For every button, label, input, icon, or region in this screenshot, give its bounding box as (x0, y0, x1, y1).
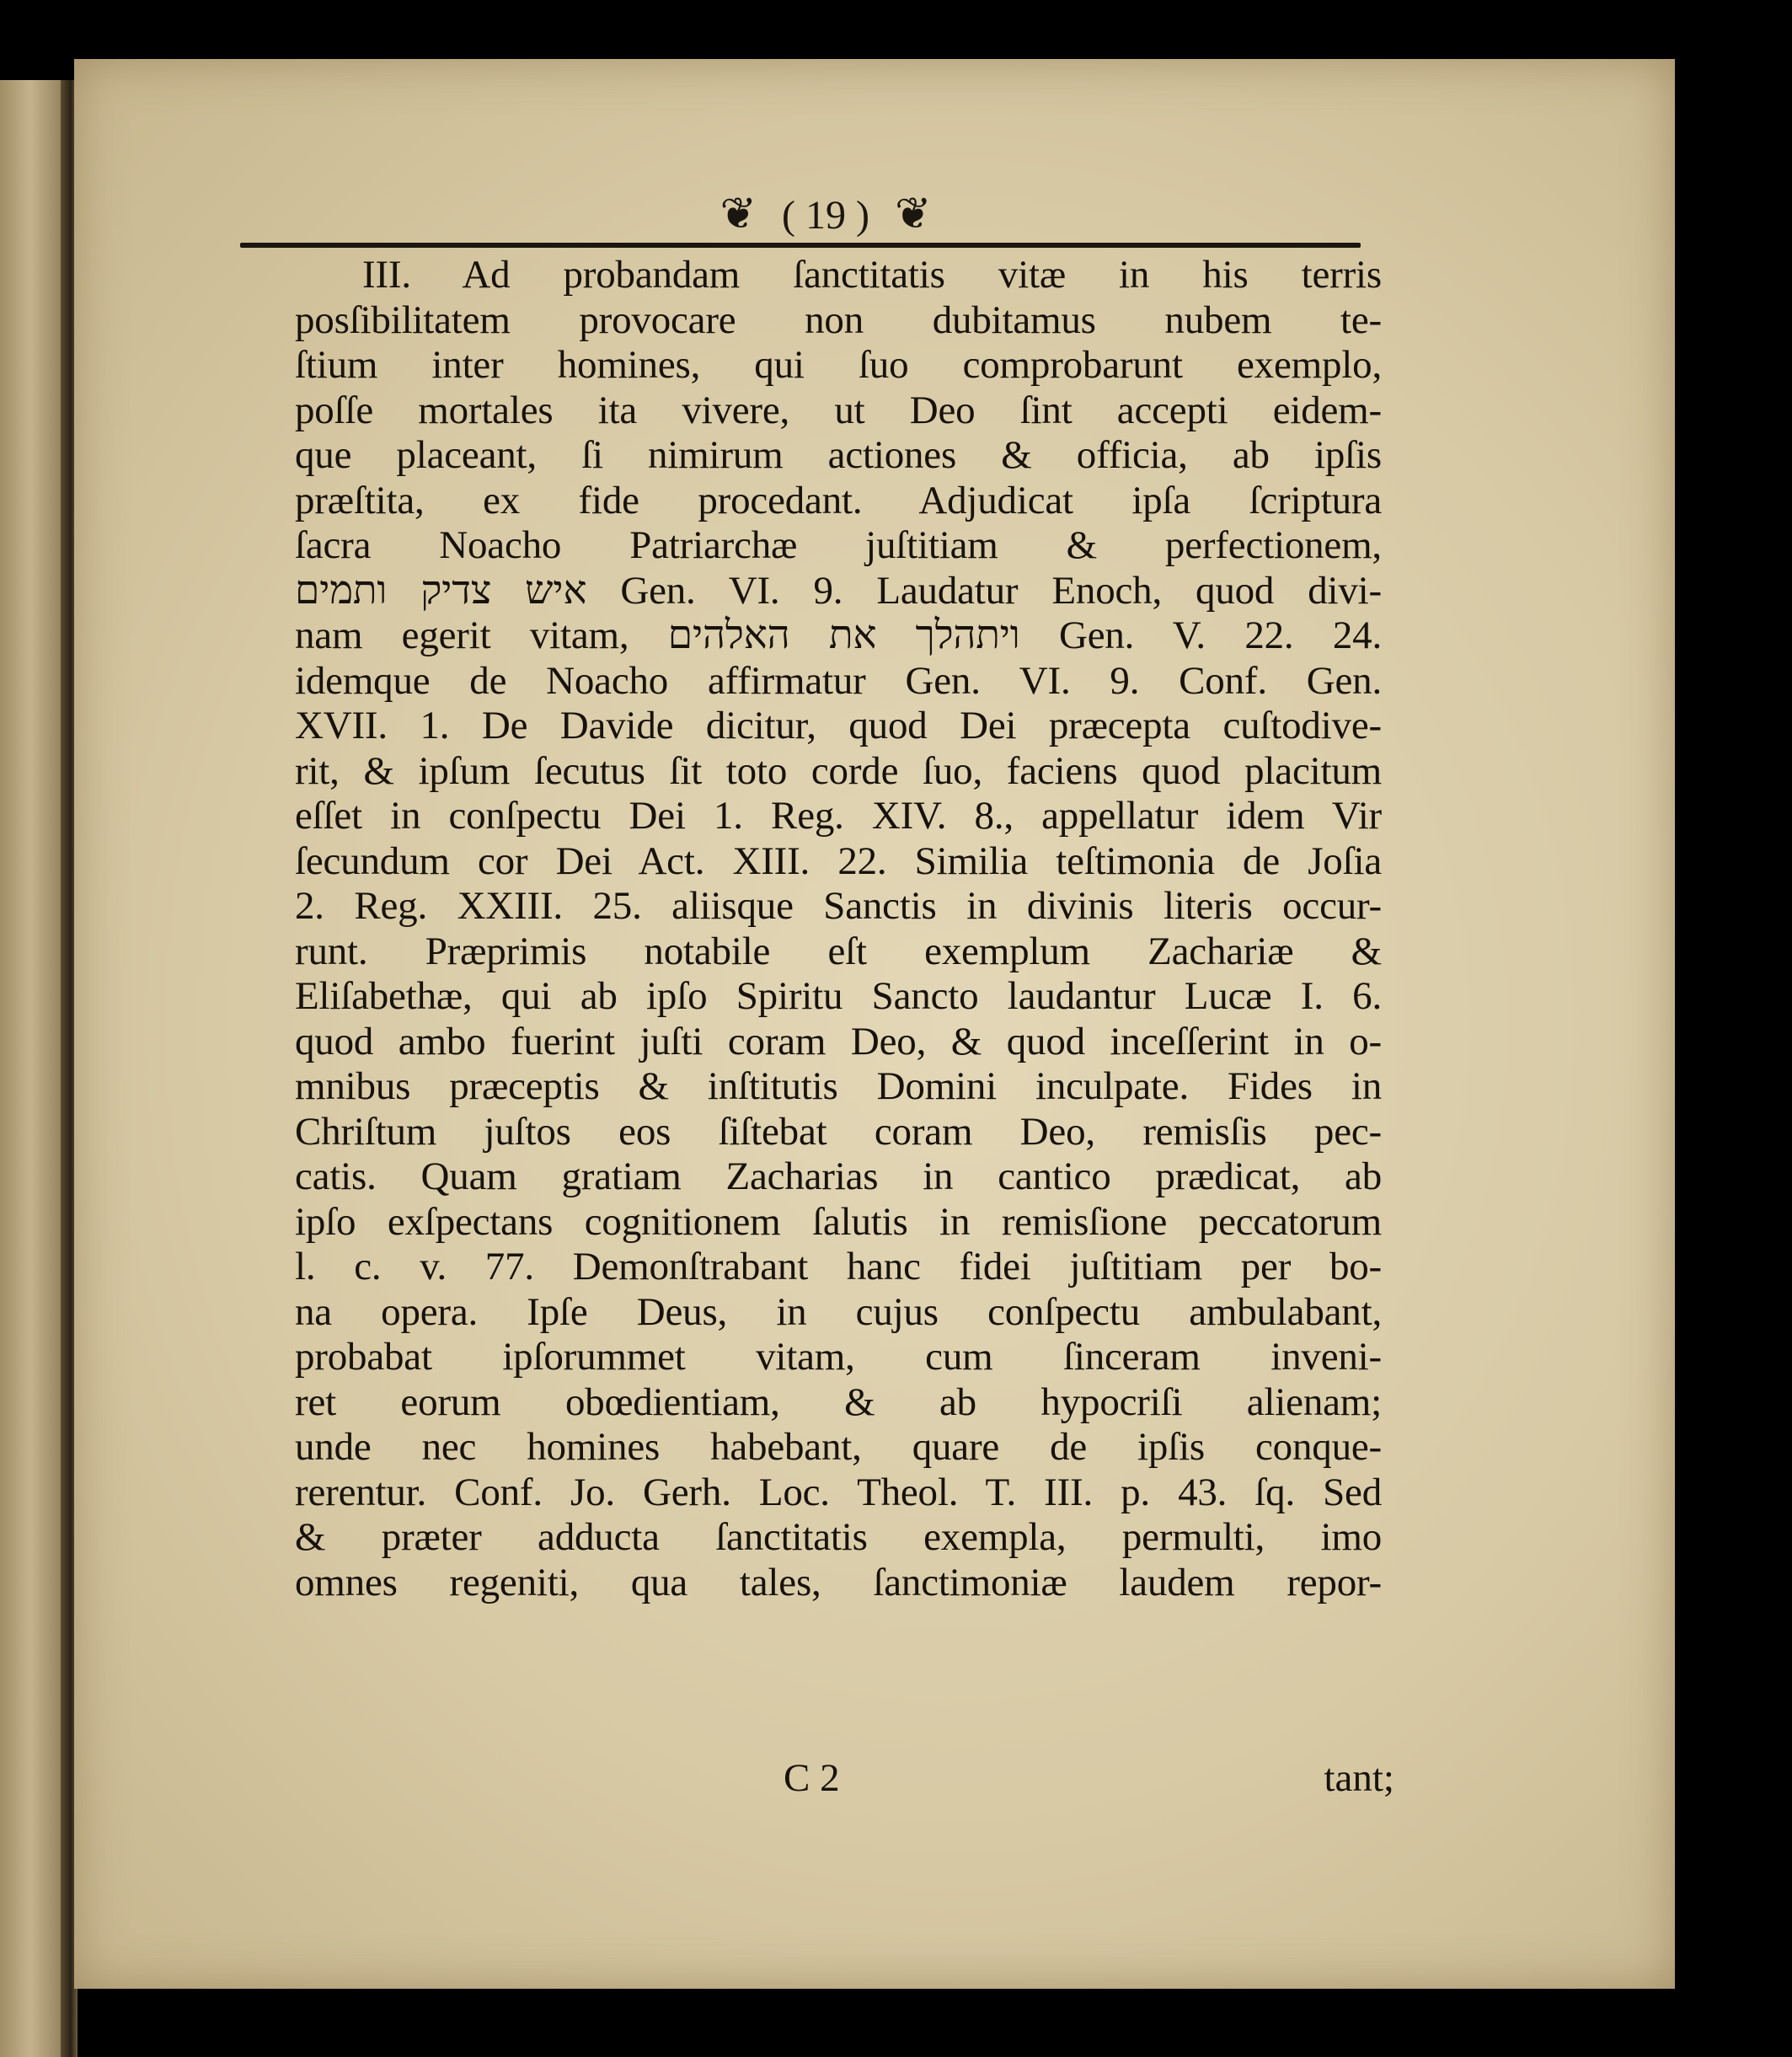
signature-mark: C 2 (784, 1756, 840, 1800)
text-line: poſſe mortales ita vivere, ut Deo ſint accepti eidem- (295, 388, 1382, 432)
text-line: 2. Reg. XXIII. 25. aliisque Sanctis in divinis literis occur- (295, 884, 1382, 928)
text-line: catis. Quam gratiam Zacharias in cantico prædicat, ab (295, 1154, 1382, 1198)
text-line: eſſet in conſpectu Dei 1. Reg. XIV. 8., appellatur idem Vir (295, 794, 1382, 838)
text-line: idemque de Noacho affirmatur Gen. VI. 9. Conf. Gen. (295, 658, 1382, 703)
text-line: præſtita, ex fide procedant. Adjudicat ipſa ſcriptura (295, 478, 1382, 522)
text-line: l. c. v. 77. Demonſtrabant hanc fidei juſtitiam per bo- (295, 1245, 1382, 1288)
text-line: XVII. 1. De Davide dicitur, quod Dei præcepta cuſtodive- (295, 704, 1382, 747)
text-line: probabat ipſorummet vitam, cum ſinceram inveni- (295, 1335, 1382, 1379)
text-line: ſecundum cor Dei Act. XIII. 22. Similia teſtimonia de Joſia (295, 838, 1382, 883)
header-rule (240, 243, 1361, 248)
page-footer (784, 1755, 1394, 1802)
text-line: ſtium inter homines, qui ſuo comprobarunt exemplo, (295, 343, 1382, 387)
text-line: Eliſabethæ, qui ab ipſo Spiritu Sancto laudantur Lucæ I. 6. (295, 974, 1382, 1018)
text-line: posſibilitatem provocare non dubitamus nubem te- (295, 297, 1382, 342)
text-line: nam egerit vitam, ויתהלך את האלהים Gen. V. 22. 24. (295, 613, 1382, 657)
text-line: runt. Præprimis notabile eſt exemplum Zachariæ & (295, 929, 1382, 973)
text-line: III. Ad probandam ſanctitatis vitæ in his terris (362, 253, 1382, 297)
page-number: ( 19 ) (782, 192, 869, 238)
text-line: na opera. Ipſe Deus, in cujus conſpectu ambulabant, (295, 1289, 1382, 1334)
text-line: ſacra Noacho Patriarchæ juſtitiam & perfectionem, (295, 523, 1382, 567)
text-line: & præter adducta ſanctitatis exempla, permulti, imo (295, 1515, 1382, 1559)
body-text (295, 253, 1382, 1605)
right-ornament-icon: ❦ (894, 190, 932, 238)
text-line: rerentur. Conf. Jo. Gerh. Loc. Theol. T. III. p. 43. ſq. Sed (295, 1470, 1382, 1514)
text-line: que placeant, ſi nimirum actiones & officia, ab ipſis (295, 433, 1382, 477)
text-line: mnibus præceptis & inſtitutis Domini inculpate. Fides in (295, 1064, 1382, 1108)
text-line: omnes regeniti, qua tales, ſanctimoniæ laudem repor- (295, 1560, 1382, 1604)
facing-page-edge (0, 80, 67, 2057)
left-ornament-icon: ❦ (719, 190, 757, 238)
catchword: tant; (1324, 1756, 1394, 1800)
text-line: ret eorum obœdientiam, & ab hypocriſi alienam; (295, 1379, 1382, 1424)
text-line: איש צדיק ותמים Gen. VI. 9. Laudatur Enoch, quod divi- (295, 568, 1382, 613)
text-line: unde nec homines habebant, quare de ipſis conque- (295, 1425, 1382, 1469)
text-line: Chriſtum juſtos eos ſiſtebat coram Deo, remisſis pec- (295, 1109, 1382, 1154)
page-header (295, 185, 1356, 244)
text-line: rit, & ipſum ſecutus ſit toto corde ſuo, faciens quod placitum (295, 748, 1382, 793)
text-line: ipſo exſpectans cognitionem ſalutis in remisſione peccatorum (295, 1199, 1382, 1244)
text-line: quod ambo fuerint juſti coram Deo, & quod inceſſerint in o- (295, 1019, 1382, 1063)
